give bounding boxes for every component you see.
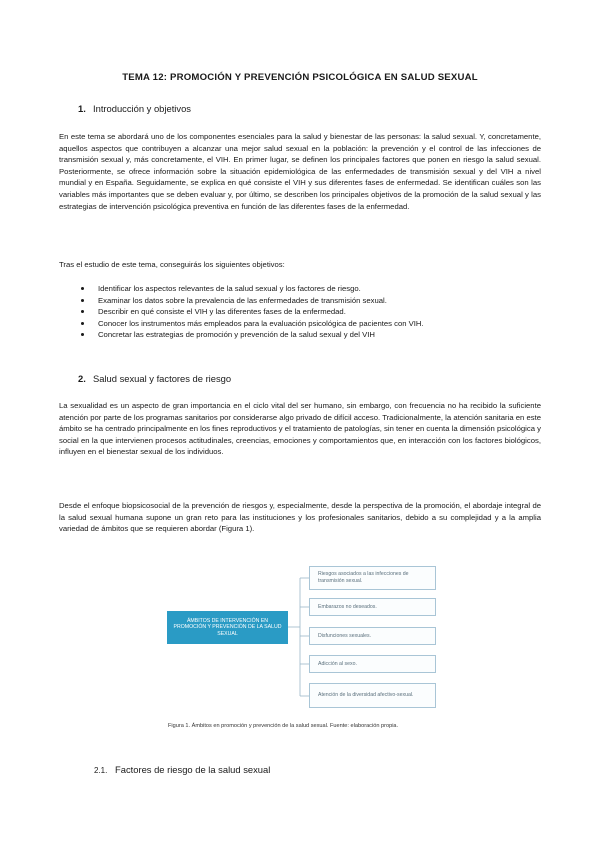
section-1-heading bbox=[78, 103, 191, 114]
section-2-paragraph-2: Desde el enfoque biopsicosocial de la prevención de riesgos y, especialmente, desde la perspectiva de la promoción, el abordaje integral de la salud sexual humana supone un gran reto para las instituciones y los profesionales sanitarios, debido a su complejidad y a la amplia variedad de ámbitos que se requieren abordar (Figura 1). bbox=[59, 501, 541, 534]
section-2-paragraph-1: La sexualidad es un aspecto de gran importancia en el ciclo vital del ser humano, sin embargo, con frecuencia no ha recibido la suficiente atención por parte de los programas sanitarios por considerarse algo privado de difícil acceso. Tradicionalmente, la atención sanitaria en este ámbito se ha centrado principalmente en los fines reproductivos y el tratamiento de patologías, sin tener en cuenta la dimensión psicológica y social en la que intervienen procesos actitudinales, creencias, emociones y comportamientos que, en interacción con los factores biológicos, influyen en el bienestar sexual de los individuos. bbox=[59, 401, 541, 457]
figure-center-box: ÁMBITOS DE INTERVENCIÓN EN PROMOCIÓN Y PREVENCIÓN DE LA SALUD SEXUAL bbox=[167, 611, 288, 644]
section-2-number: 2. bbox=[78, 373, 86, 384]
list-item: Identificar los aspectos relevantes de la salud sexual y los factores de riesgo. bbox=[78, 283, 543, 295]
list-item: Conocer los instrumentos más empleados para la evaluación psicológica de pacientes con VIH. bbox=[78, 318, 543, 330]
objectives-intro: Tras el estudio de este tema, conseguirás los siguientes objetivos: bbox=[59, 260, 285, 269]
figure-option-box: Embarazos no deseados. bbox=[309, 598, 436, 616]
figure-option-box: Atención de la diversidad afectivo-sexual. bbox=[309, 683, 436, 708]
figure-option-box: Riesgos asociados a las infecciones de transmisión sexual. bbox=[309, 566, 436, 590]
subsection-title: Factores de riesgo de la salud sexual bbox=[115, 764, 271, 775]
section-1-title: Introducción y objetivos bbox=[93, 103, 191, 114]
list-item: Describir en qué consiste el VIH y las diferentes fases de la enfermedad. bbox=[78, 306, 543, 318]
figure-option-box: Adicción al sexo. bbox=[309, 655, 436, 673]
list-item: Concretar las estrategias de promoción y prevención de la salud sexual y del VIH bbox=[78, 329, 543, 341]
section-1-number: 1. bbox=[78, 103, 86, 114]
page-title: TEMA 12: PROMOCIÓN Y PREVENCIÓN PSICOLÓGICA EN SALUD SEXUAL bbox=[122, 72, 478, 83]
section-2-title: Salud sexual y factores de riesgo bbox=[93, 373, 232, 384]
figure-caption: Figura 1. Ámbitos en promoción y prevención de la salud sexual. Fuente: elaboración propia. bbox=[168, 723, 399, 729]
figure-option-box: Disfunciones sexuales. bbox=[309, 627, 436, 645]
section-2-heading bbox=[78, 373, 231, 384]
list-item: Examinar los datos sobre la prevalencia de las enfermedades de transmisión sexual. bbox=[78, 295, 543, 307]
subsection-heading bbox=[94, 764, 270, 775]
subsection-number: 2.1. bbox=[94, 766, 108, 775]
objectives-list bbox=[78, 283, 543, 341]
intro-paragraph: En este tema se abordará uno de los componentes esenciales para la salud y bienestar de las personas: la salud sexual. Y, concretamente, aquellos aspectos que contribuyen a alcanzar una mejor salud sexual en la población: la prevención y el control de las infecciones de transmisión sexual y, más concretamente, el VIH. En primer lugar, se definen los principales factores que ponen en riesgo la salud sexual. Posteriormente, se ofrece información sobre la situación epidemiológica de las enfermedades de transmisión sexual y del VIH a nivel mundial y en España. Seguidamente, se explica en qué consiste el VIH y sus diferentes fases de enfermedad. Se identifican cuáles son las variables más importantes que se deben evaluar y, por último, se describen los principales objetivos de la promoción de la salud sexual y las estrategias de intervención psicológica preventiva en función de las diferentes fases de la enfermedad. bbox=[59, 132, 541, 211]
